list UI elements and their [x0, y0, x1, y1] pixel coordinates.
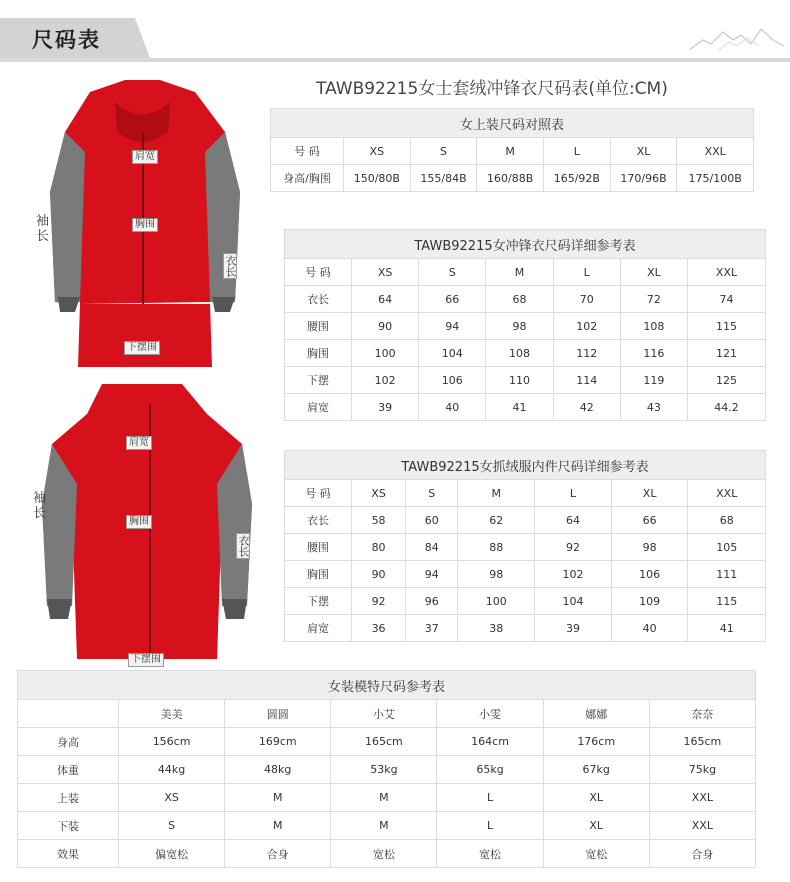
row-header-cell: 上装 [18, 784, 119, 812]
table-cell: 121 [688, 340, 766, 367]
table-cell: 67kg [543, 756, 649, 784]
table-row [285, 313, 766, 340]
model-size-table [17, 670, 756, 868]
table-cell: 60 [406, 507, 458, 534]
table-cell: 104 [535, 588, 612, 615]
table-cell: 170/96B [610, 165, 677, 192]
table-cell: 39 [535, 615, 612, 642]
table-cell: 165cm [331, 728, 437, 756]
row-header-cell: 号 码 [285, 480, 352, 507]
table-cell: M [486, 259, 553, 286]
table-cell: XS [352, 480, 406, 507]
table-row [285, 507, 766, 534]
table-caption: TAWB92215女抓绒服内件尺码详细参考表 [285, 451, 766, 480]
table-row [285, 340, 766, 367]
row-header-cell: 肩宽 [285, 615, 352, 642]
table-cell: 奈奈 [649, 700, 755, 728]
length-label-2: 衣长 [237, 535, 250, 557]
table-cell: 90 [352, 313, 419, 340]
table-cell: 114 [553, 367, 620, 394]
table-cell: 宽松 [543, 840, 649, 868]
table-row [18, 812, 756, 840]
row-header-cell: 胸围 [285, 561, 352, 588]
table-cell: L [437, 784, 543, 812]
table-cell: 165cm [649, 728, 755, 756]
table-row [18, 728, 756, 756]
row-header-cell: 体重 [18, 756, 119, 784]
hem-label-2: 下摆围 [128, 653, 164, 667]
table-cell: 66 [611, 507, 688, 534]
table-cell: 37 [406, 615, 458, 642]
table-cell: 偏宽松 [119, 840, 225, 868]
table-cell: 圆圆 [225, 700, 331, 728]
table-cell: 176cm [543, 728, 649, 756]
row-header-cell: 号 码 [271, 138, 344, 165]
table-cell: 112 [553, 340, 620, 367]
table-cell: 104 [419, 340, 486, 367]
table-cell: 175/100B [677, 165, 754, 192]
header-title: 尺码表 [32, 28, 101, 52]
table-cell: 88 [458, 534, 535, 561]
table-cell: 102 [553, 313, 620, 340]
table-cell: 102 [352, 367, 419, 394]
table-row [285, 259, 766, 286]
table-cell: XL [610, 138, 677, 165]
row-header-cell: 身高/胸围 [271, 165, 344, 192]
mountain-icon [689, 26, 784, 52]
table-cell: 106 [419, 367, 486, 394]
table-cell: 44.2 [688, 394, 766, 421]
table-row [285, 480, 766, 507]
table-cell: M [458, 480, 535, 507]
table-cell: 108 [486, 340, 553, 367]
table-cell: 合身 [649, 840, 755, 868]
table-row [285, 367, 766, 394]
row-header-cell: 胸围 [285, 340, 352, 367]
sleeve-label: 袖长 [36, 214, 50, 244]
table-cell: 100 [352, 340, 419, 367]
table-row [285, 394, 766, 421]
table-cell: 108 [620, 313, 687, 340]
table-cell: S [410, 138, 477, 165]
row-header-cell: 肩宽 [285, 394, 352, 421]
table-cell: 102 [535, 561, 612, 588]
table-cell: XXL [649, 812, 755, 840]
table-cell: 98 [611, 534, 688, 561]
table-row [285, 286, 766, 313]
table-cell: 160/88B [477, 165, 544, 192]
table-cell: 115 [688, 588, 766, 615]
shoulder-label: 肩宽 [132, 150, 158, 164]
table-cell: M [225, 812, 331, 840]
table-row [271, 165, 754, 192]
row-header-cell: 效果 [18, 840, 119, 868]
row-header-cell: 腰围 [285, 534, 352, 561]
row-header-cell: 衣长 [285, 507, 352, 534]
table-cell: S [119, 812, 225, 840]
table-cell: M [225, 784, 331, 812]
table-cell: XL [620, 259, 687, 286]
table-cell: 72 [620, 286, 687, 313]
table-cell: 43 [620, 394, 687, 421]
table-cell: XS [352, 259, 419, 286]
table-cell: L [535, 480, 612, 507]
table-cell: XS [119, 784, 225, 812]
table-cell: 58 [352, 507, 406, 534]
table-cell: 116 [620, 340, 687, 367]
main-title: TAWB92215女士套绒冲锋衣尺码表(单位:CM) [316, 79, 668, 99]
table-cell: 40 [611, 615, 688, 642]
table-cell: 小雯 [437, 700, 543, 728]
table-cell: 98 [486, 313, 553, 340]
table-cell: 100 [458, 588, 535, 615]
table-cell: 169cm [225, 728, 331, 756]
table-cell: XL [543, 812, 649, 840]
table-cell: 36 [352, 615, 406, 642]
table-cell: 44kg [119, 756, 225, 784]
row-header-cell: 身高 [18, 728, 119, 756]
table-cell: 42 [553, 394, 620, 421]
size-chart-table-2 [284, 229, 766, 421]
table-cell: 94 [419, 313, 486, 340]
table-cell: 宽松 [437, 840, 543, 868]
table-cell: 娜娜 [543, 700, 649, 728]
table-cell: 64 [352, 286, 419, 313]
row-header-cell: 下摆 [285, 367, 352, 394]
table-cell: 94 [406, 561, 458, 588]
table-cell: 92 [352, 588, 406, 615]
sleeve-label-2: 袖长 [33, 491, 47, 521]
table-cell: L [437, 812, 543, 840]
table-row [18, 784, 756, 812]
table-row [18, 756, 756, 784]
table-cell: 84 [406, 534, 458, 561]
table-cell: 150/80B [344, 165, 411, 192]
table-cell: XL [611, 480, 688, 507]
row-header-cell: 下装 [18, 812, 119, 840]
table-cell: 66 [419, 286, 486, 313]
table-cell: XXL [688, 259, 766, 286]
shoulder-label-2: 肩宽 [126, 436, 152, 450]
size-chart-table-3 [284, 450, 766, 642]
table-cell: XXL [688, 480, 766, 507]
table-cell: 美美 [119, 700, 225, 728]
table-cell: 38 [458, 615, 535, 642]
table-cell: 115 [688, 313, 766, 340]
row-header-cell: 腰围 [285, 313, 352, 340]
table-cell: 111 [688, 561, 766, 588]
table-cell: 48kg [225, 756, 331, 784]
table-cell: 41 [486, 394, 553, 421]
table-cell: 39 [352, 394, 419, 421]
table-cell: XS [344, 138, 411, 165]
table-cell: 106 [611, 561, 688, 588]
table-cell: 92 [535, 534, 612, 561]
row-header-cell: 衣长 [285, 286, 352, 313]
table-caption: 女上装尺码对照表 [271, 109, 754, 138]
table-cell: 90 [352, 561, 406, 588]
table-cell: 119 [620, 367, 687, 394]
chest-label-2: 胸围 [126, 515, 152, 529]
row-header-cell [18, 700, 119, 728]
table-cell: 68 [688, 507, 766, 534]
table-row [285, 534, 766, 561]
hem-label: 下摆围 [124, 341, 160, 355]
table-cell: M [477, 138, 544, 165]
table-cell: 165/92B [544, 165, 611, 192]
table-cell: 96 [406, 588, 458, 615]
table-row [18, 840, 756, 868]
table-cell: XL [543, 784, 649, 812]
table-cell: S [406, 480, 458, 507]
table-caption: 女装模特尺码参考表 [18, 671, 756, 700]
chest-label: 胸围 [132, 218, 158, 232]
table-row [285, 561, 766, 588]
row-header-cell: 下摆 [285, 588, 352, 615]
table-cell: 109 [611, 588, 688, 615]
table-cell: 98 [458, 561, 535, 588]
table-row [271, 138, 754, 165]
table-row [18, 700, 756, 728]
table-cell: 合身 [225, 840, 331, 868]
table-cell: XXL [649, 784, 755, 812]
table-cell: 62 [458, 507, 535, 534]
table-cell: 64 [535, 507, 612, 534]
table-cell: 70 [553, 286, 620, 313]
table-row [285, 588, 766, 615]
table-cell: 80 [352, 534, 406, 561]
table-cell: 156cm [119, 728, 225, 756]
table-cell: S [419, 259, 486, 286]
table-caption: TAWB92215女冲锋衣尺码详细参考表 [285, 230, 766, 259]
table-cell: 105 [688, 534, 766, 561]
size-chart-table-1 [270, 108, 754, 192]
table-cell: L [544, 138, 611, 165]
table-cell: 40 [419, 394, 486, 421]
table-cell: 宽松 [331, 840, 437, 868]
table-cell: 74 [688, 286, 766, 313]
table-cell: 41 [688, 615, 766, 642]
table-cell: M [331, 784, 437, 812]
table-cell: 65kg [437, 756, 543, 784]
table-cell: 53kg [331, 756, 437, 784]
table-row [285, 615, 766, 642]
table-cell: 小艾 [331, 700, 437, 728]
table-cell: 110 [486, 367, 553, 394]
table-cell: 68 [486, 286, 553, 313]
table-cell: 155/84B [410, 165, 477, 192]
table-cell: XXL [677, 138, 754, 165]
table-cell: L [553, 259, 620, 286]
table-cell: 164cm [437, 728, 543, 756]
table-cell: M [331, 812, 437, 840]
row-header-cell: 号 码 [285, 259, 352, 286]
table-cell: 75kg [649, 756, 755, 784]
length-label: 衣长 [224, 255, 237, 277]
table-cell: 125 [688, 367, 766, 394]
